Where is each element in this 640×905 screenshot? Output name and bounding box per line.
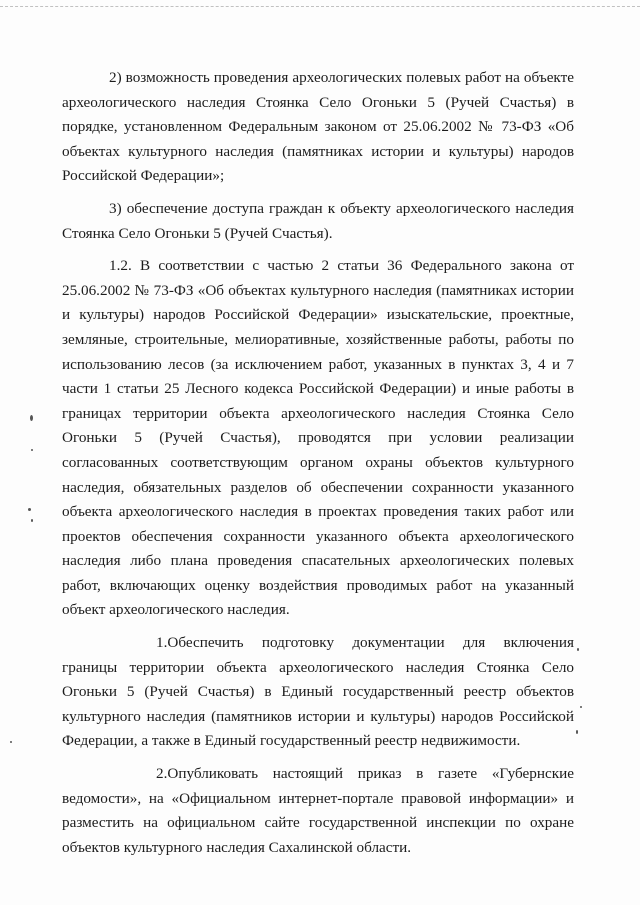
scan-speck bbox=[576, 730, 578, 734]
paragraph-item-3: 3) обеспечение доступа граждан к объекту археологического наследия Стоянка Село Огоньки 5 (Ручей Счастья). bbox=[62, 199, 574, 242]
order-number-2: 2. bbox=[156, 765, 168, 783]
paragraph-section-1-2: 1.2. В соответствии с частью 2 статьи 36 Федерального закона от 25.06.2002 № 73-ФЗ «Об объектах культурного наследия (памятниках истории и культуры) народов Российской Федерации» изыскательские, проектные, земляные, строительные, мелиоративные, хозяйственные работы, работы по использованию лесов (за исключением работ, указанных в пунктах 3, 4 и 7 части 1 статьи 25 Лесного кодекса Российской Федерации) и иные работы в границах территории объекта археологического наследия Стоянка Село Огоньки 5 (Ручей Счастья), проводятся при условии реализации согласованных соответствующим органом охраны объектов культурного наследия, обязательных разделов об обеспечении сохранности указанного объекта археологического наследия в проектах проведения таких работ или проектов обеспечения сохранности указанного объекта археологического наследия либо плана проведения спасательных археологических полевых работ, включающих оценку воздействия проводимых работ на указанный объект археологического наследия. bbox=[62, 257, 574, 619]
scan-speck bbox=[30, 415, 33, 421]
scan-speck bbox=[28, 508, 31, 511]
order-text-1: Обеспечить подготовку документации для включения границы территории объекта археологического наследия Стоянка Село Огоньки 5 (Ручей Счастья) в Единый государственный реестр объектов культурного наследия (памятников истории и культуры) народов Российской Федерации, а также в Единый государственный реестр недвижимости. bbox=[62, 634, 574, 750]
document-body bbox=[62, 66, 574, 864]
paragraph-order-2 bbox=[62, 762, 574, 860]
paragraph-item-2: 2) возможность проведения археологических полевых работ на объекте археологического наследия Стоянка Село Огоньки 5 (Ручей Счастья) в порядке, установленном Федеральным законом от 25.06.2002 № 73-ФЗ «Об объектах культурного наследия (памятниках истории и культуры) народов Российской Федерации»; bbox=[62, 69, 574, 185]
order-text-2: Опубликовать настоящий приказ в газете «Губернские ведомости», на «Официальном интернет-портале правовой информации» и разместить на официальном сайте государственной инспекции по охране объектов культурного наследия Сахалинской области. bbox=[62, 765, 574, 856]
paragraph-order-1 bbox=[62, 631, 574, 754]
order-number-1: 1. bbox=[156, 634, 168, 652]
scan-speck bbox=[31, 449, 33, 451]
scan-speck bbox=[577, 648, 579, 651]
scan-speck bbox=[580, 706, 582, 708]
scan-top-edge bbox=[0, 6, 640, 10]
scan-speck bbox=[10, 741, 12, 743]
scan-speck bbox=[31, 519, 33, 522]
